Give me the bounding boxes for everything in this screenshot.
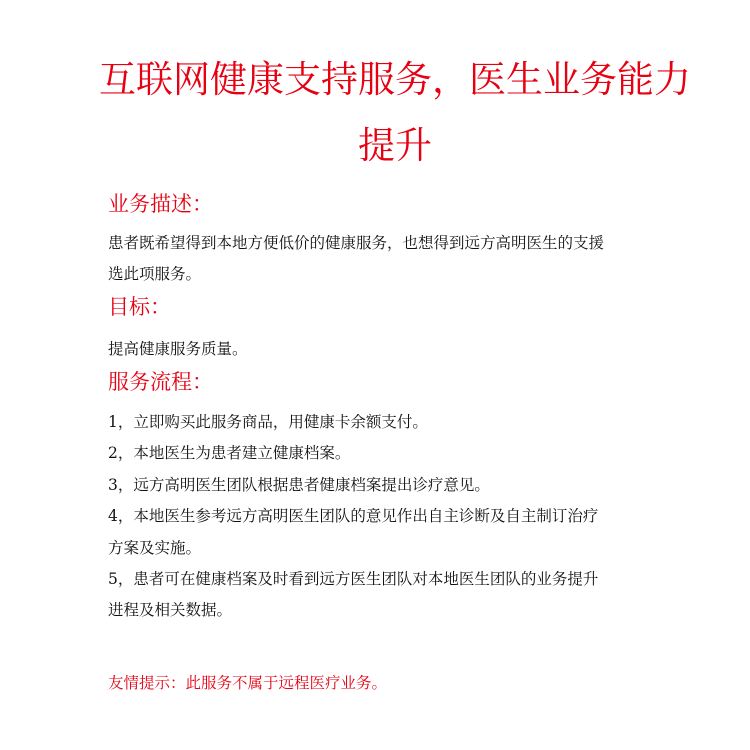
process-heading: 服务流程： [108,370,213,394]
process-step-1: 1，立即购买此服务商品，用健康卡余额支付。 [108,413,428,431]
process-step-5-line-1: 5，患者可在健康档案及时看到远方医生团队对本地医生团队的业务提升 [108,570,599,588]
page-title-line-1: 互联网健康支持服务，医生业务能力 [99,58,691,101]
process-step-3: 3，远方高明医生团队根据患者健康档案提出诊疗意见。 [108,476,490,494]
description-line-2: 选此项服务。 [108,265,202,283]
friendly-reminder-note: 友情提示：此服务不属于远程医疗业务。 [108,674,388,692]
process-step-4-line-1: 4，本地医生参考远方高明医生团队的意见作出自主诊断及自主制订治疗 [108,507,599,525]
description-heading: 业务描述： [108,192,213,216]
page-title-line-2: 提升 [358,124,432,167]
description-line-1: 患者既希望得到本地方便低价的健康服务，也想得到远方高明医生的支援 [108,234,605,252]
goal-heading: 目标： [108,295,171,319]
process-step-5-line-2: 进程及相关数据。 [108,601,233,619]
process-step-2: 2，本地医生为患者建立健康档案。 [108,444,351,462]
process-step-4-line-2: 方案及实施。 [108,539,202,557]
goal-line-1: 提高健康服务质量。 [108,340,248,358]
